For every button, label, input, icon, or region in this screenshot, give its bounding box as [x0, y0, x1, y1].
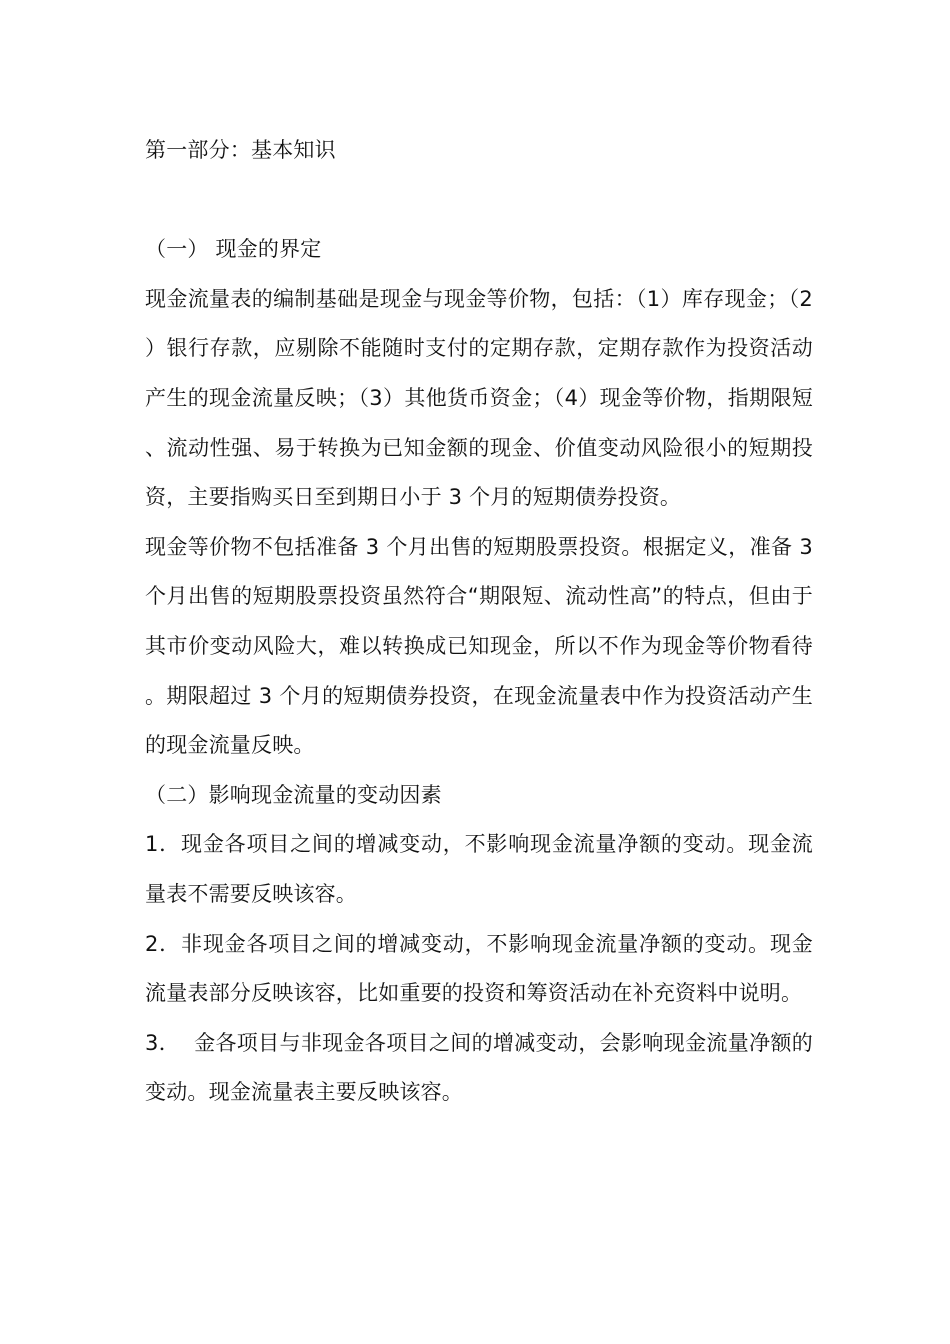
list-item-number: 2． [145, 931, 181, 956]
paragraph-cash-equivalents: 现金等价物不包括准备 3 个月出售的短期股票投资。根据定义，准备 3 个月出售的短期股票投资虽然符合“期限短、流动性高”的特点，但由于其市价变动风险大，难以转换成已知现金，所以不作为现金等价物看待。期限超过 3 个月的短期债券投资，在现金流量表中作为投资活动产生的现金流量反映。 [145, 534, 813, 758]
list-item-number: 1． [145, 832, 181, 857]
blank-line [145, 176, 813, 226]
list-item [145, 820, 813, 919]
section-heading-cash-flow-factors: （二）影响现金流量的变动因素 [145, 782, 442, 807]
list-item [145, 920, 813, 1019]
list-item-text: 非现金各项目之间的增减变动，不影响现金流量净额的变动。现金流量表部分反映该容，比如重要的投资和筹资活动在补充资料中说明。 [145, 931, 813, 1006]
list-item-number: 3． [145, 1030, 195, 1055]
section-heading-cash-definition: （一） 现金的界定 [145, 237, 322, 262]
list-item-text: 现金各项目之间的增减变动，不影响现金流量净额的变动。现金流量表不需要反映该容。 [145, 832, 813, 906]
list-item-text: 金各项目与非现金各项目之间的增减变动，会影响现金流量净额的变动。现金流量表主要反映该容。 [145, 1030, 813, 1105]
document-body [145, 126, 813, 1118]
list-item [145, 1019, 813, 1118]
part-title: 第一部分：基本知识 [145, 138, 336, 162]
paragraph-cash-basis: 现金流量表的编制基础是现金与现金等价物，包括：（1）库存现金；（2）银行存款，应剔除不能随时支付的定期存款，定期存款作为投资活动产生的现金流量反映；（3）其他货币资金；（4）现金等价物，指期限短、流动性强、易于转换为已知金额的现金、价值变动风险很小的短期投资，主要指购买日至到期日小于 3 个月的短期债券投资。 [145, 286, 813, 510]
